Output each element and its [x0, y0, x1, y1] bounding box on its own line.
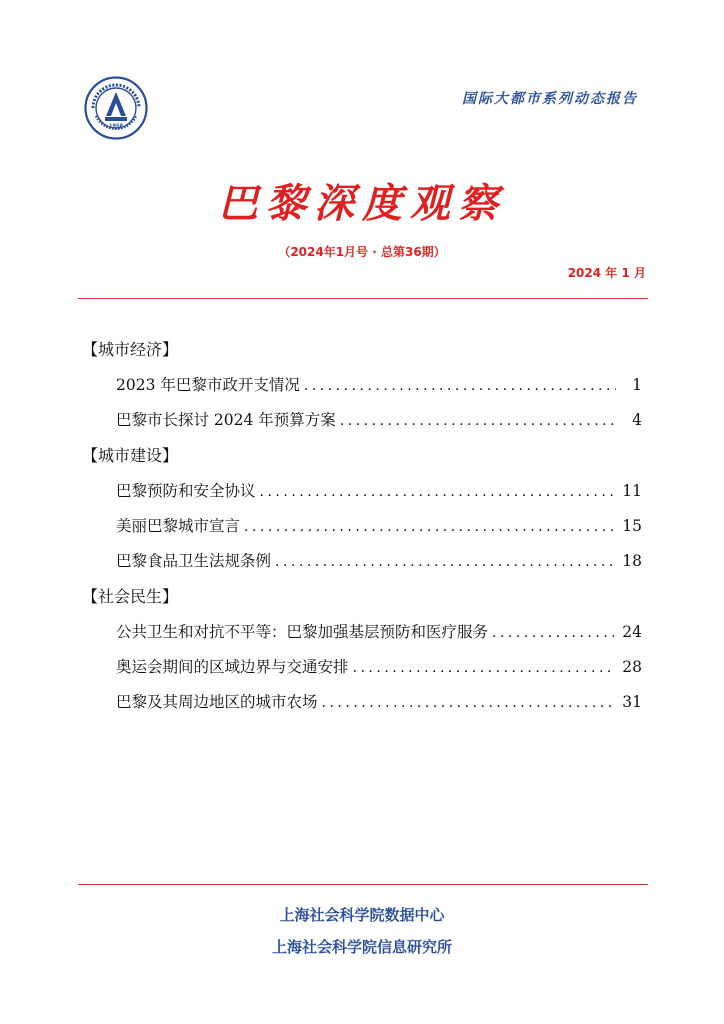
- toc-leader-dots: [275, 545, 614, 580]
- toc-entry-page: 11: [622, 482, 642, 500]
- toc-section-heading-livelihood: 【社会民生】: [82, 587, 179, 606]
- toc-entry-title: 奥运会期间的区域边界与交通安排: [116, 658, 349, 676]
- toc-entry-title: 巴黎预防和安全协议: [116, 482, 256, 500]
- toc-entry[interactable]: [82, 403, 642, 438]
- toc-entry-page: 1: [632, 376, 642, 394]
- toc-entry-page: 31: [622, 693, 642, 711]
- top-divider: [78, 298, 648, 299]
- publisher-info-institute: 上海社会科学院信息研究所: [271, 938, 452, 956]
- academy-seal-icon: [84, 76, 148, 140]
- publisher-data-center: 上海社会科学院数据中心: [279, 906, 445, 924]
- toc-leader-dots: [322, 686, 615, 721]
- series-title: 国际大都市系列动态报告: [462, 91, 638, 107]
- toc-section-heading-construction: 【城市建设】: [82, 446, 179, 465]
- toc-leader-dots: [353, 651, 615, 686]
- toc-entry-page: 18: [622, 552, 642, 570]
- toc-entry[interactable]: [82, 650, 642, 685]
- toc-section-heading-economy: 【城市经济】: [82, 340, 179, 359]
- toc-entry[interactable]: [82, 615, 642, 650]
- report-title: 巴黎深度观察: [218, 180, 506, 227]
- toc-entry-page: 24: [622, 623, 642, 641]
- toc-leader-dots: [340, 404, 616, 439]
- logo-year-text: 1958: [109, 123, 123, 130]
- toc-entry-title: 巴黎及其周边地区的城市农场: [116, 693, 318, 711]
- toc-entry-page: 28: [622, 658, 642, 676]
- toc-entry-title: 巴黎市长探讨 2024 年预算方案: [116, 411, 336, 429]
- toc-entry[interactable]: [82, 509, 642, 544]
- table-of-contents: [82, 332, 642, 720]
- toc-entry[interactable]: [82, 544, 642, 579]
- toc-entry-title: 2023 年巴黎市政开支情况: [116, 376, 300, 394]
- toc-entry[interactable]: [82, 685, 642, 720]
- toc-leader-dots: [260, 475, 615, 510]
- toc-entry-page: 15: [622, 517, 642, 535]
- toc-entry-page: 4: [632, 411, 642, 429]
- toc-entry-title: 美丽巴黎城市宣言: [116, 517, 241, 535]
- toc-entry-title: 巴黎食品卫生法规条例: [116, 552, 272, 570]
- publication-date: 2024 年 1 月: [567, 266, 646, 280]
- toc-leader-dots: [304, 369, 616, 404]
- toc-entry[interactable]: [82, 368, 642, 403]
- bottom-divider: [78, 884, 648, 885]
- toc-entry-title: 公共卫生和对抗不平等：巴黎加强基层预防和医疗服务: [116, 623, 489, 641]
- issue-number: （2024年1月号 · 总第36期）: [278, 245, 446, 259]
- toc-entry[interactable]: [82, 474, 642, 509]
- academy-logo-icon: [84, 76, 148, 140]
- toc-leader-dots: [492, 616, 614, 651]
- toc-leader-dots: [244, 510, 614, 545]
